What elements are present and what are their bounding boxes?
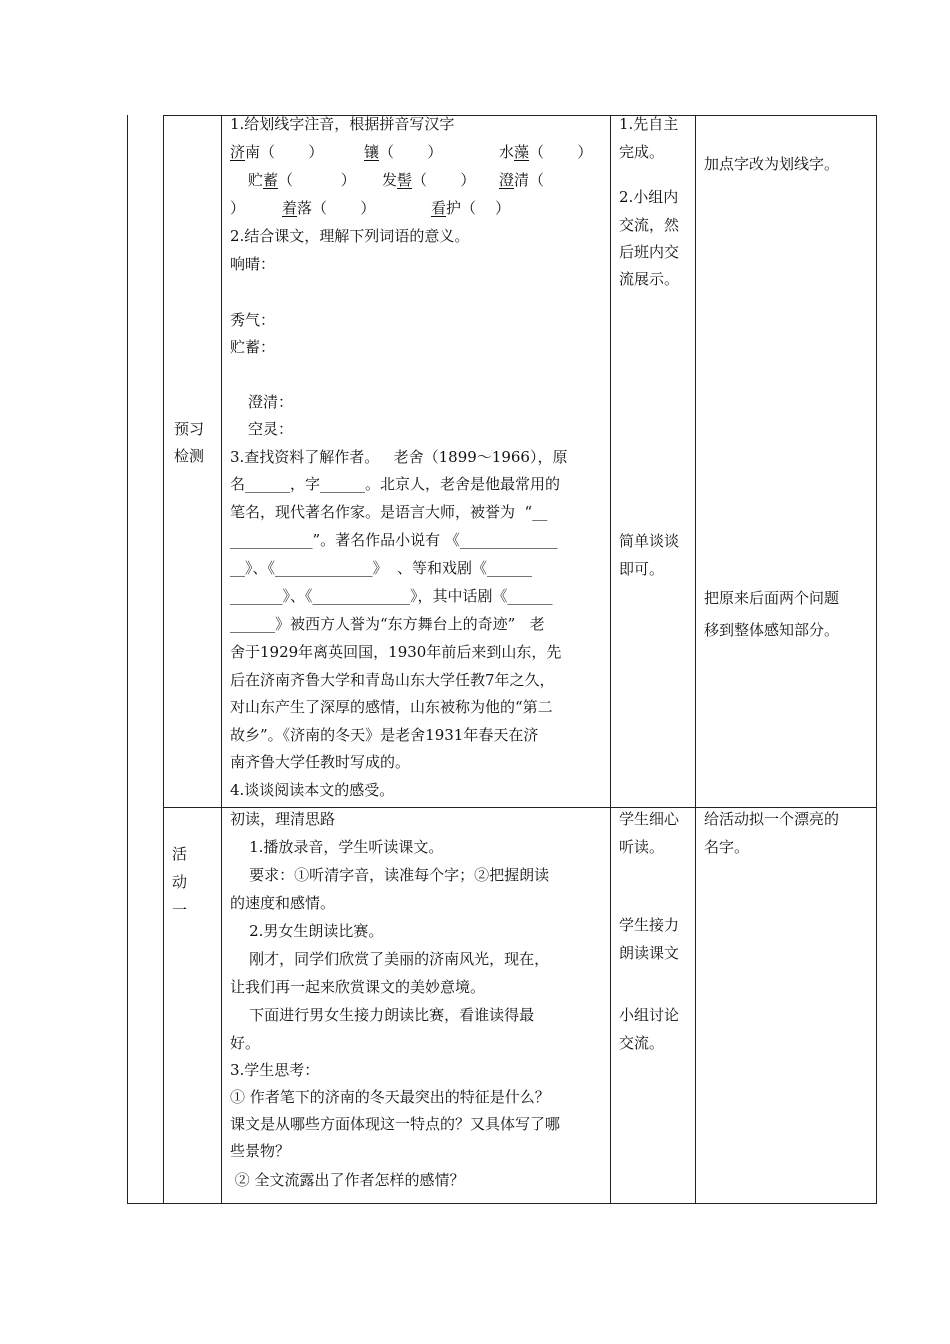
note-line: 加点字改为划线字。 [704, 155, 840, 173]
underlined-char: 着 [282, 199, 298, 217]
student-activity-line: 听读。 [619, 838, 665, 856]
q3-line: 名______，字______。北京人，老舍是他最常用的 [230, 475, 561, 493]
label-char: 动 [172, 873, 188, 891]
vocab-item: 贮蓄： [230, 338, 276, 356]
column-divider [221, 115, 222, 1204]
student-activity-line: 2.小组内 [619, 188, 679, 206]
vocab-item: 空灵： [248, 420, 294, 438]
student-activity-line: 简单谈谈 [619, 532, 680, 550]
activity-line: 好。 [230, 1034, 261, 1052]
pinyin-item: 看护（ ） [431, 199, 511, 217]
q3-line: __》、《_____________》 、等和戏剧《______ [230, 559, 533, 577]
activity-line: 要求：①听清字音，读准每个字；②把握朗读 [230, 866, 550, 884]
q2-title: 2.结合课文，理解下列词语的意义。 [230, 227, 470, 245]
activity-line: 1.播放录音，学生听读课文。 [230, 838, 444, 856]
student-activity-line: 交流。 [619, 1034, 665, 1052]
student-activity-line: 学生细心 [619, 810, 680, 828]
row-label-preview-2: 检测 [174, 447, 205, 465]
q3-line: ______》被西方人誉为“东方舞台上的奇迹” 老 [230, 615, 545, 633]
pinyin-item: 贮蓄（ ） [248, 171, 356, 189]
pinyin-item: 着落（ ） [282, 199, 376, 217]
q4-line: 4.谈谈阅读本文的感受。 [230, 781, 395, 799]
student-activity-line: 完成。 [619, 143, 665, 161]
activity-line: 初读，理清思路 [230, 810, 336, 828]
column-divider [610, 115, 611, 1204]
underlined-char: 蓄 [263, 171, 279, 189]
column-divider [163, 115, 164, 1204]
underlined-char: 济 [230, 143, 246, 161]
underlined-char: 镶 [364, 143, 380, 161]
vocab-item: 秀气： [230, 311, 276, 329]
pinyin-item: 镶（ ） [364, 143, 443, 161]
activity-line: 让我们再一起来欣赏课文的美妙意境。 [230, 978, 486, 996]
pinyin-row-1: 济南（ ） [230, 143, 324, 161]
student-activity-line: 1.先自主 [619, 115, 679, 133]
q3-line: ___________”。著名作品小说有 《_____________ [230, 531, 558, 549]
q3-line: 后在济南齐鲁大学和青岛山东大学任教7年之久， [230, 671, 555, 689]
table-border-bottom [127, 1203, 877, 1204]
activity-line: 的速度和感情。 [230, 894, 336, 912]
activity-line: 些景物？ [230, 1142, 291, 1160]
student-activity-line: 小组讨论 [619, 1006, 680, 1024]
activity-line: 2.男女生朗读比赛。 [230, 922, 384, 940]
student-activity-line: 学生接力 [619, 916, 680, 934]
q3-line: 3.查找资料了解作者。 老舍（1899～1966），原 [230, 448, 568, 466]
note-line: 移到整体感知部分。 [704, 621, 840, 639]
pinyin-item: 水藻（ ） [499, 143, 593, 161]
vocab-item: 澄清： [248, 393, 294, 411]
note-line: 给活动拟一个漂亮的 [704, 810, 840, 828]
student-activity-line: 交流，然 [619, 216, 680, 234]
pinyin-item: 发髻（ ） [382, 171, 476, 189]
row-label-preview-1: 预习 [174, 420, 205, 438]
note-line: 把原来后面两个问题 [704, 589, 840, 607]
activity-line: 课文是从哪些方面体现这一特点的？又具体写了哪 [230, 1115, 561, 1133]
vocab-item: 响晴： [230, 255, 276, 273]
activity-line: 下面进行男女生接力朗读比赛，看谁读得最 [230, 1006, 535, 1024]
note-line: 名字。 [704, 838, 750, 856]
q3-line: 南齐鲁大学任教时写成的。 [230, 753, 411, 771]
label-char: 活 [172, 845, 188, 863]
table-border-right [876, 115, 877, 1204]
pinyin-item: 澄清（ [499, 171, 545, 189]
student-activity-line: 朗读课文 [619, 944, 680, 962]
underlined-char: 髻 [397, 171, 413, 189]
q3-line: _______》、《_____________》，其中话剧《______ [230, 587, 553, 605]
pinyin-item: ） [230, 199, 246, 217]
activity-line: 刚才，同学们欣赏了美丽的济南风光，现在， [230, 950, 550, 968]
student-activity-line: 即可。 [619, 560, 665, 578]
student-activity-line: 流展示。 [619, 270, 680, 288]
column-divider [695, 115, 696, 1204]
underlined-char: 看 [431, 199, 447, 217]
q1-title: 1.给划线字注音，根据拼音写汉字 [230, 115, 455, 133]
activity-line: 3.学生思考： [230, 1061, 320, 1079]
table-border-left [127, 115, 128, 1204]
activity-line: ① 作者笔下的济南的冬天最突出的特征是什么？ [230, 1088, 550, 1106]
underlined-char: 藻 [514, 143, 530, 161]
q3-line: 舍于1929年离英回国，1930年前后来到山东，先 [230, 643, 562, 661]
label-char: 一 [172, 901, 188, 919]
q3-line: 笔名，现代著名作家。是语言大师，被誉为 “__ [230, 503, 548, 521]
q3-line: 故乡”。《济南的冬天》是老舍1931年春天在济 [230, 726, 539, 744]
underlined-char: 澄 [499, 171, 515, 189]
student-activity-line: 后班内交 [619, 243, 680, 261]
activity-line: ② 全文流露出了作者怎样的感情？ [230, 1171, 465, 1189]
q3-line: 对山东产生了深厚的感情，山东被称为他的“第二 [230, 698, 553, 716]
